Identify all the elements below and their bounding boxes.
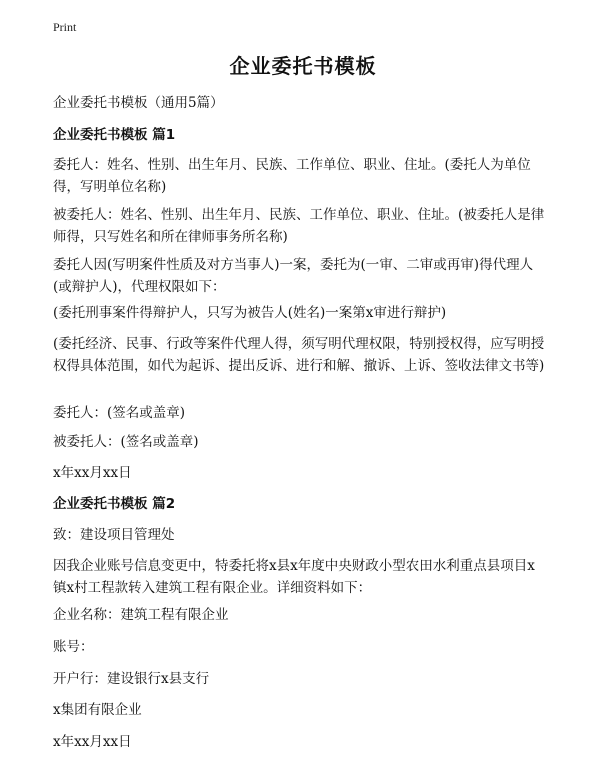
paragraph: x年xx月xx日 (53, 465, 132, 481)
page-title: 企业委托书模板 (229, 54, 377, 78)
paragraph: 因我企业账号信息变更中，特委托将x县x年度中央财政小型农田水利重点县项目x镇x村工程款转入建筑工程有限企业。详细资料如下： (53, 558, 535, 596)
paragraph: 委托人因(写明案件性质及对方当事人)一案，委托为(一审、二审或再审)得代理人(或辩护人)，代理权限如下： (53, 257, 534, 295)
paragraph: 委托人：姓名、性别、出生年月、民族、工作单位、职业、住址。(委托人为单位得，写明单位名称) (53, 157, 531, 195)
paragraph: x集团有限企业 (53, 702, 142, 718)
document-subtitle: 企业委托书模板（通用5篇） (53, 95, 224, 111)
paragraph: 致：建设项目管理处 (53, 527, 175, 543)
paragraph: 开户行：建设银行x县支行 (53, 671, 210, 687)
paragraph: 被委托人：(签名或盖章) (53, 434, 199, 450)
section-heading-1: 企业委托书模板 篇1 (53, 127, 176, 143)
paragraph: x年xx月xx日 (53, 734, 132, 750)
paragraph: (委托经济、民事、行政等案件代理人得，须写明代理权限，特别授权得，应写明授权得具体范围，如代为起诉、提出反诉、进行和解、撤诉、上诉、签收法律文书等) (53, 336, 545, 374)
paragraph: (委托刑事案件得辩护人，只写为被告人(姓名)一案第x审进行辩护) (53, 305, 447, 321)
paragraph: 被委托人：姓名、性别、出生年月、民族、工作单位、职业、住址。(被委托人是律师得，只写姓名和所在律师事务所名称) (53, 207, 545, 245)
print-link[interactable]: Print (53, 20, 77, 34)
paragraph: 委托人：(签名或盖章) (53, 405, 186, 421)
section-heading-2: 企业委托书模板 篇2 (53, 496, 176, 512)
paragraph: 账号： (53, 639, 94, 655)
paragraph: 企业名称：建筑工程有限企业 (53, 607, 229, 623)
